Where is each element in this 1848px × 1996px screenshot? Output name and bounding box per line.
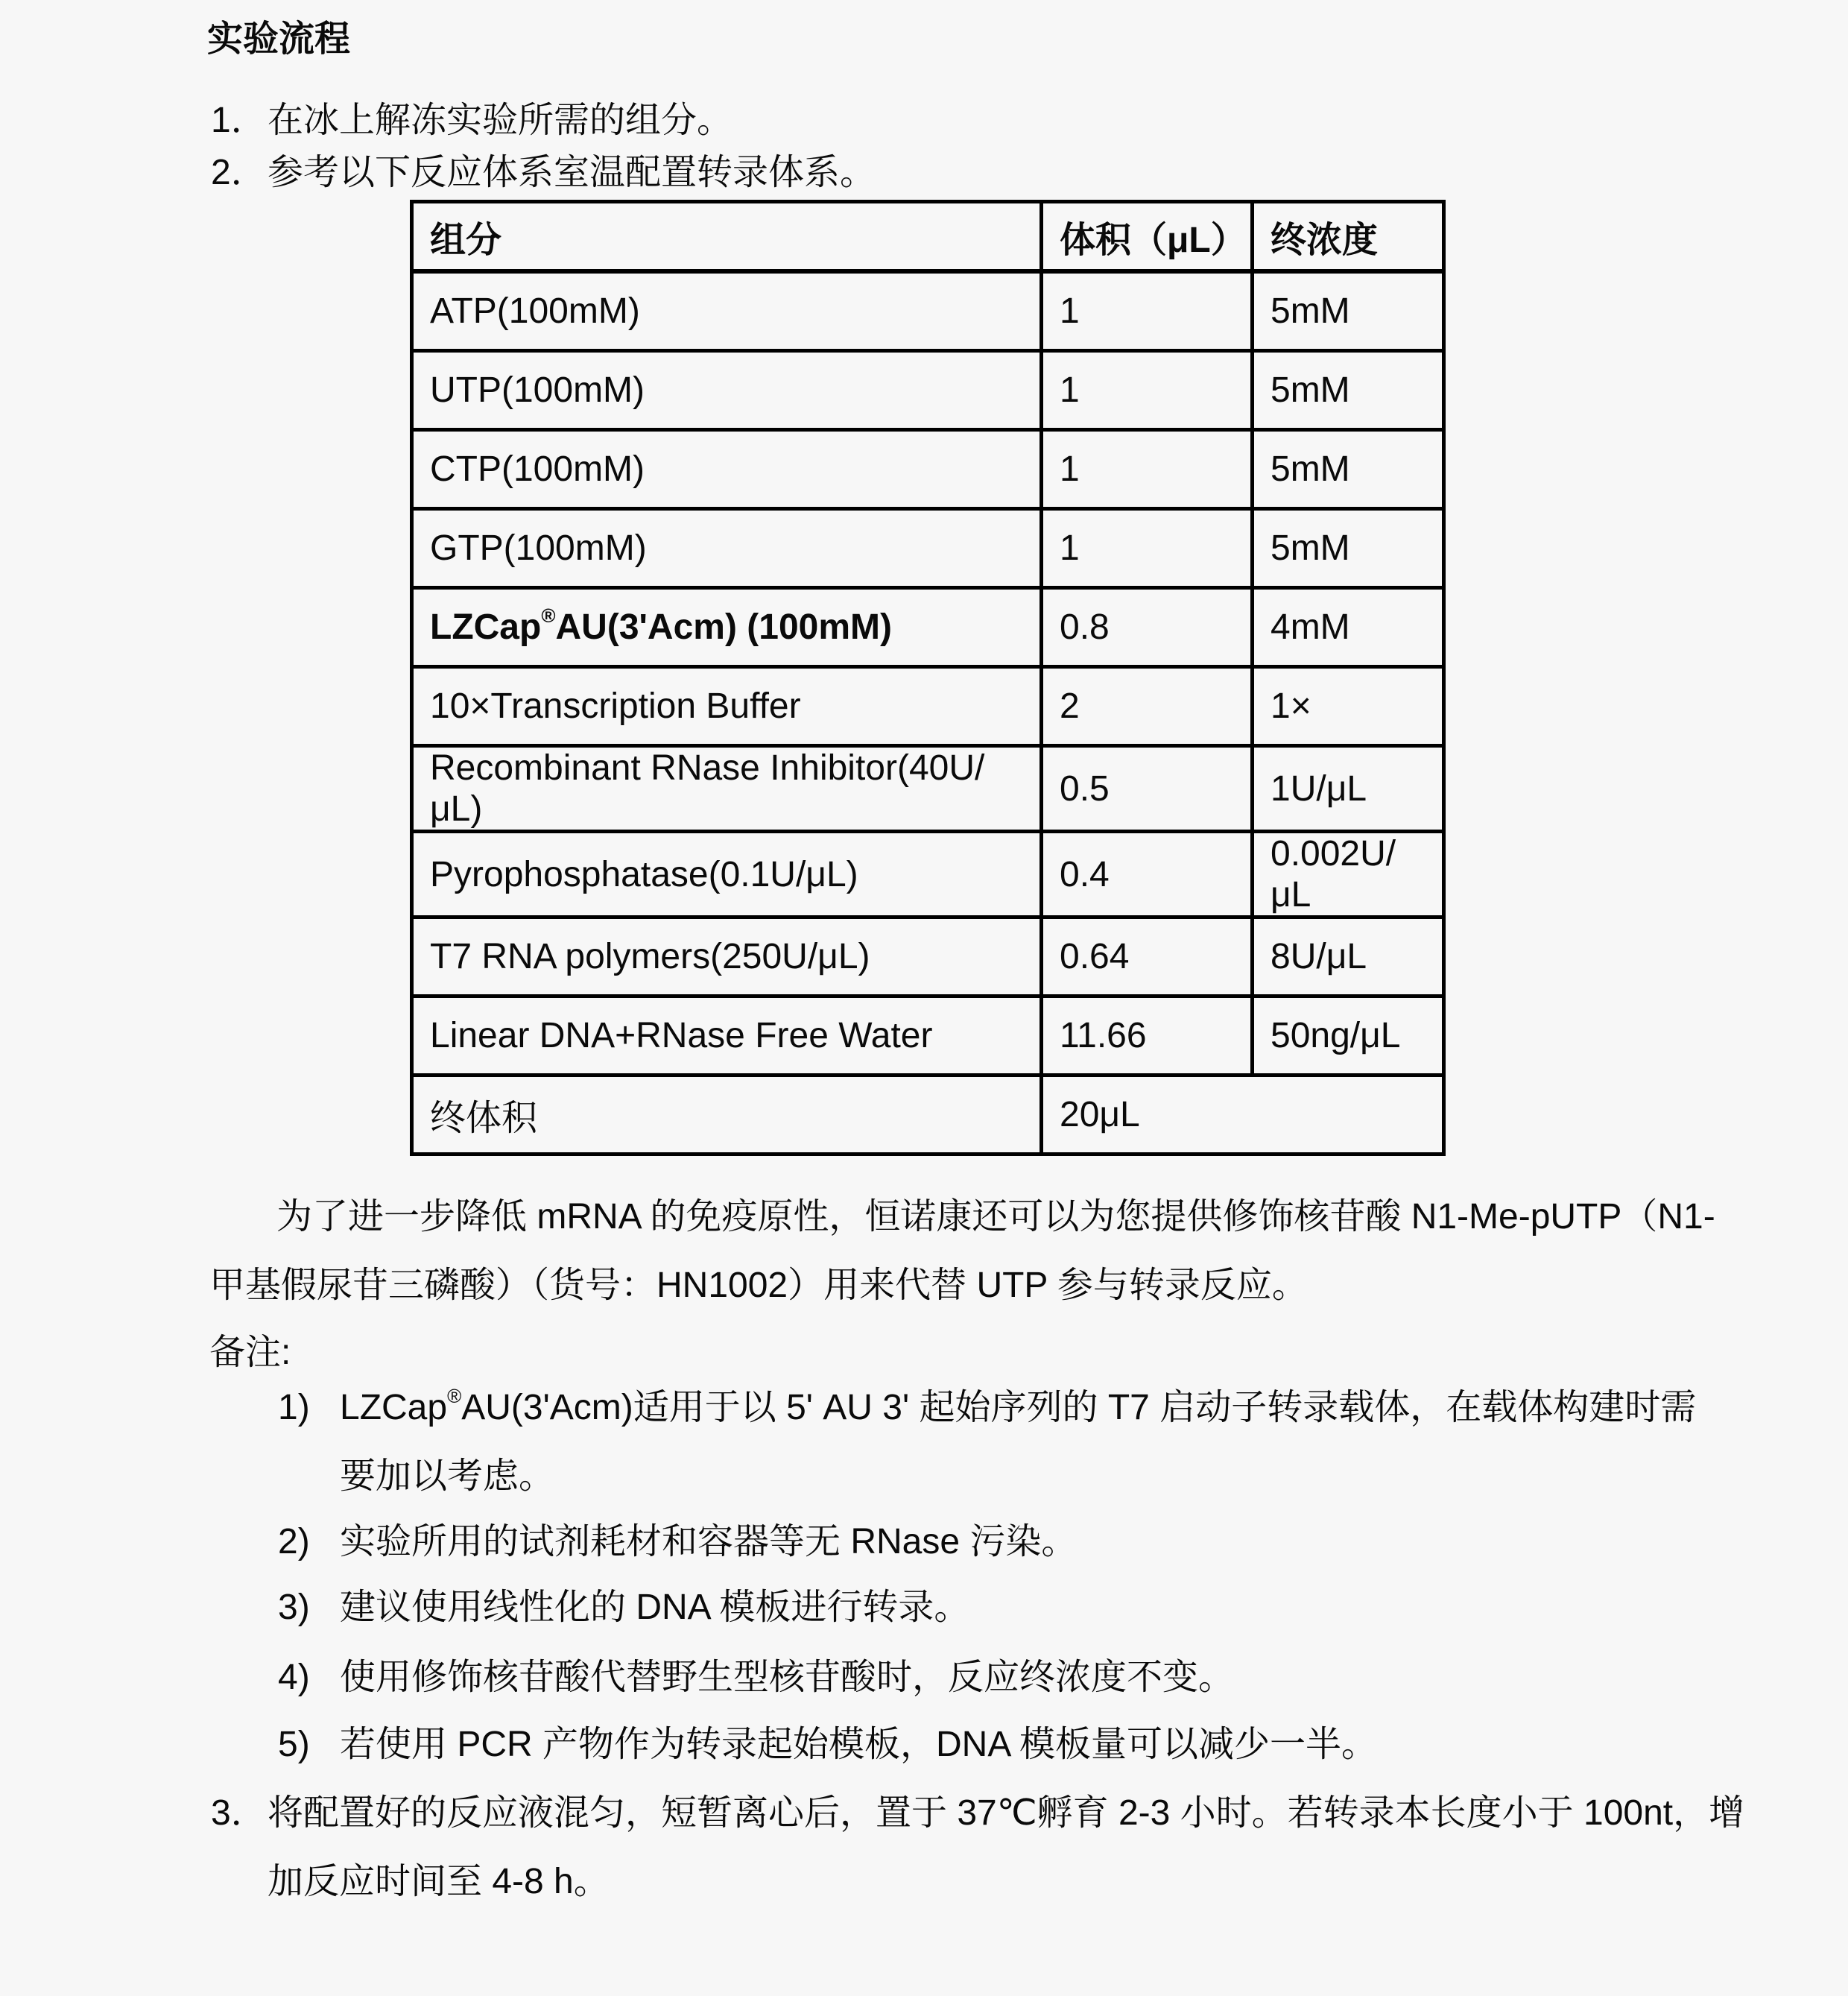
table-row — [412, 271, 1444, 351]
note-3 — [278, 1586, 969, 1629]
step-3-text-line-1: 将配置好的反应液混匀，短暂离心后，置于 37℃孵育 2-3 小时。若转录本长度小于 100nt，增 — [268, 1793, 1745, 1833]
concentration-cell: 5mM — [1253, 509, 1444, 588]
registered-trademark-symbol: ® — [447, 1385, 462, 1407]
volume-cell: 1 — [1042, 351, 1253, 430]
registered-trademark-symbol: ® — [541, 604, 556, 627]
component-cell: GTP(100mM) — [412, 509, 1042, 588]
note-5-number: 5) — [278, 1725, 310, 1764]
volume-cell: 0.64 — [1042, 918, 1253, 997]
step-3-number: 3． — [211, 1793, 267, 1833]
note-2 — [278, 1520, 1077, 1564]
notes-label: 备注: — [209, 1333, 291, 1372]
volume-cell: 0.8 — [1042, 588, 1253, 667]
concentration-cell: 5mM — [1253, 430, 1444, 509]
step-3-text-line-2: 加反应时间至 4-8 h。 — [268, 1862, 610, 1901]
note-5 — [278, 1723, 1377, 1766]
volume-cell: 1 — [1042, 509, 1253, 588]
table-row — [412, 588, 1444, 667]
component-cell: 10×Transcription Buffer — [412, 667, 1042, 746]
note-1 — [278, 1386, 1696, 1430]
table-row — [412, 918, 1444, 997]
header-concentration: 终浓度 — [1253, 202, 1444, 272]
component-cell: LZCap®AU(3'Acm) (100mM) — [412, 588, 1042, 667]
table-row — [412, 351, 1444, 430]
concentration-cell: 0.002U/μL — [1253, 832, 1444, 918]
step-1 — [211, 99, 732, 142]
component-cell: Recombinant RNase Inhibitor(40U/μL) — [412, 746, 1042, 832]
table-row — [412, 667, 1444, 746]
note-3-number: 3) — [278, 1588, 310, 1627]
note-2-number: 2) — [278, 1522, 310, 1561]
note-1-number: 1) — [278, 1388, 310, 1427]
table-row — [412, 430, 1444, 509]
table-row — [412, 997, 1444, 1076]
concentration-cell: 4mM — [1253, 588, 1444, 667]
total-label-cell: 终体积 — [412, 1076, 1042, 1155]
concentration-cell: 5mM — [1253, 351, 1444, 430]
concentration-cell: 8U/μL — [1253, 918, 1444, 997]
component-cell: T7 RNA polymers(250U/μL) — [412, 918, 1042, 997]
component-cell: ATP(100mM) — [412, 271, 1042, 351]
table-total-row — [412, 1076, 1444, 1155]
table-row — [412, 832, 1444, 918]
note-1-text-line-1: LZCap®AU(3'Acm)适用于以 5' AU 3' 起始序列的 T7 启动子转录载体，在载体构建时需 — [340, 1385, 1697, 1427]
concentration-cell: 50ng/μL — [1253, 997, 1444, 1076]
volume-cell: 11.66 — [1042, 997, 1253, 1076]
note-4-number: 4) — [278, 1658, 310, 1697]
note-4 — [278, 1656, 1234, 1699]
section-title: 实验流程 — [207, 19, 351, 59]
step-2-text: 参考以下反应体系室温配置转录体系。 — [268, 153, 876, 192]
concentration-cell: 1U/μL — [1253, 746, 1444, 832]
total-value-cell: 20μL — [1042, 1076, 1444, 1155]
step-1-text: 在冰上解冻实验所需的组分。 — [268, 101, 733, 140]
step-3 — [211, 1792, 1744, 1835]
concentration-cell: 1× — [1253, 667, 1444, 746]
table-row — [412, 509, 1444, 588]
note-1-text-line-2: 要加以考虑。 — [340, 1456, 555, 1496]
note-4-text: 使用修饰核苷酸代替野生型核苷酸时，反应终浓度不变。 — [340, 1658, 1235, 1697]
component-cell: Linear DNA+RNase Free Water — [412, 997, 1042, 1076]
volume-cell: 1 — [1042, 271, 1253, 351]
reaction-table-header — [412, 202, 1444, 272]
concentration-cell: 5mM — [1253, 271, 1444, 351]
reaction-table — [410, 200, 1446, 1156]
reaction-table-body — [412, 271, 1444, 1155]
table-row — [412, 746, 1444, 832]
volume-cell: 1 — [1042, 430, 1253, 509]
note-2-text: 实验所用的试剂耗材和容器等无 RNase 污染。 — [340, 1522, 1078, 1561]
volume-cell: 2 — [1042, 667, 1253, 746]
header-volume: 体积（μL） — [1042, 202, 1253, 272]
component-cell: CTP(100mM) — [412, 430, 1042, 509]
volume-cell: 0.4 — [1042, 832, 1253, 918]
header-row — [412, 202, 1444, 272]
paragraph-line-2: 甲基假尿苷三磷酸）（货号：HN1002）用来代替 UTP 参与转录反应。 — [209, 1266, 1308, 1305]
step-1-number: 1． — [211, 101, 267, 140]
step-2 — [211, 151, 876, 195]
paragraph-line-1: 为了进一步降低 mRNA 的免疫原性，恒诺康还可以为您提供修饰核苷酸 N1-Me-pUTP（N1- — [276, 1197, 1715, 1237]
component-cell: Pyrophosphatase(0.1U/μL) — [412, 832, 1042, 918]
note-3-text: 建议使用线性化的 DNA 模板进行转录。 — [340, 1588, 970, 1627]
volume-cell: 0.5 — [1042, 746, 1253, 832]
header-component: 组分 — [412, 202, 1042, 272]
step-2-number: 2． — [211, 153, 267, 192]
note-5-text: 若使用 PCR 产物作为转录起始模板，DNA 模板量可以减少一半。 — [340, 1725, 1378, 1764]
component-cell: UTP(100mM) — [412, 351, 1042, 430]
